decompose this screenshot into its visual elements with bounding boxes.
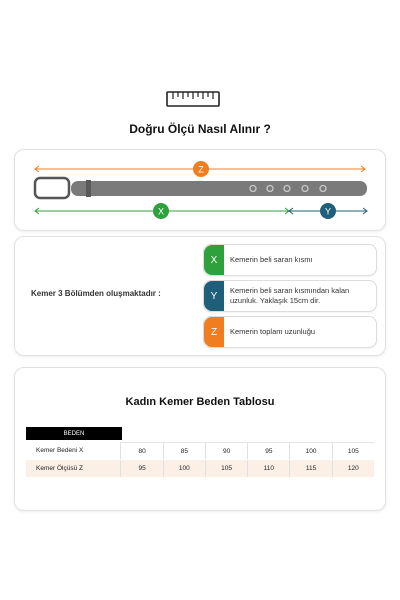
table-cell: 105 — [332, 442, 374, 459]
x-badge-label: X — [157, 206, 165, 217]
table-cell: 115 — [289, 460, 331, 477]
table-cell: 105 — [205, 460, 247, 477]
page-title: Doğru Ölçü Nasıl Alınır ? — [129, 122, 271, 136]
row-label: Kemer Bedeni X — [36, 447, 84, 454]
size-table-card — [14, 367, 386, 511]
part-z — [203, 316, 377, 348]
table-cell: 95 — [247, 442, 289, 459]
table-cell: 90 — [205, 442, 247, 459]
table-cell: 100 — [163, 460, 205, 477]
table-row — [26, 460, 374, 477]
table-cell: 110 — [247, 460, 289, 477]
size-table-header: BEDEN — [26, 427, 122, 440]
row-label: Kemer Ölçüsü Z — [36, 465, 83, 472]
part-badge-x: X — [204, 245, 224, 275]
part-x — [203, 244, 377, 276]
part-badge-z: Z — [204, 317, 224, 347]
part-badge-y: Y — [204, 281, 224, 311]
belt-illustration — [35, 178, 367, 198]
ruler-icon — [166, 91, 220, 107]
belt-diagram-card — [14, 149, 386, 231]
z-badge-label: Z — [198, 164, 204, 175]
y-badge-label: Y — [324, 206, 332, 217]
belt-parts-card — [14, 236, 386, 356]
size-table-title: Kadın Kemer Beden Tablosu — [125, 396, 275, 408]
part-y — [203, 280, 377, 312]
table-cell: 85 — [163, 442, 205, 459]
part-desc-y: Kemerin beli saran kısmından kalan uzunluk. Yaklaşık 15cm dir. — [230, 286, 350, 305]
belt-diagram — [15, 150, 385, 230]
part-desc-z: Kemerin toplam uzunluğu — [230, 327, 316, 336]
table-cell: 120 — [332, 460, 374, 477]
table-row — [26, 442, 374, 459]
part-desc-x: Kemerin beli saran kısmı — [230, 255, 313, 264]
table-cell: 80 — [120, 442, 162, 459]
parts-intro: Kemer 3 Bölümden oluşmaktadır : — [31, 289, 161, 298]
table-cell: 100 — [289, 442, 331, 459]
table-cell: 95 — [120, 460, 162, 477]
